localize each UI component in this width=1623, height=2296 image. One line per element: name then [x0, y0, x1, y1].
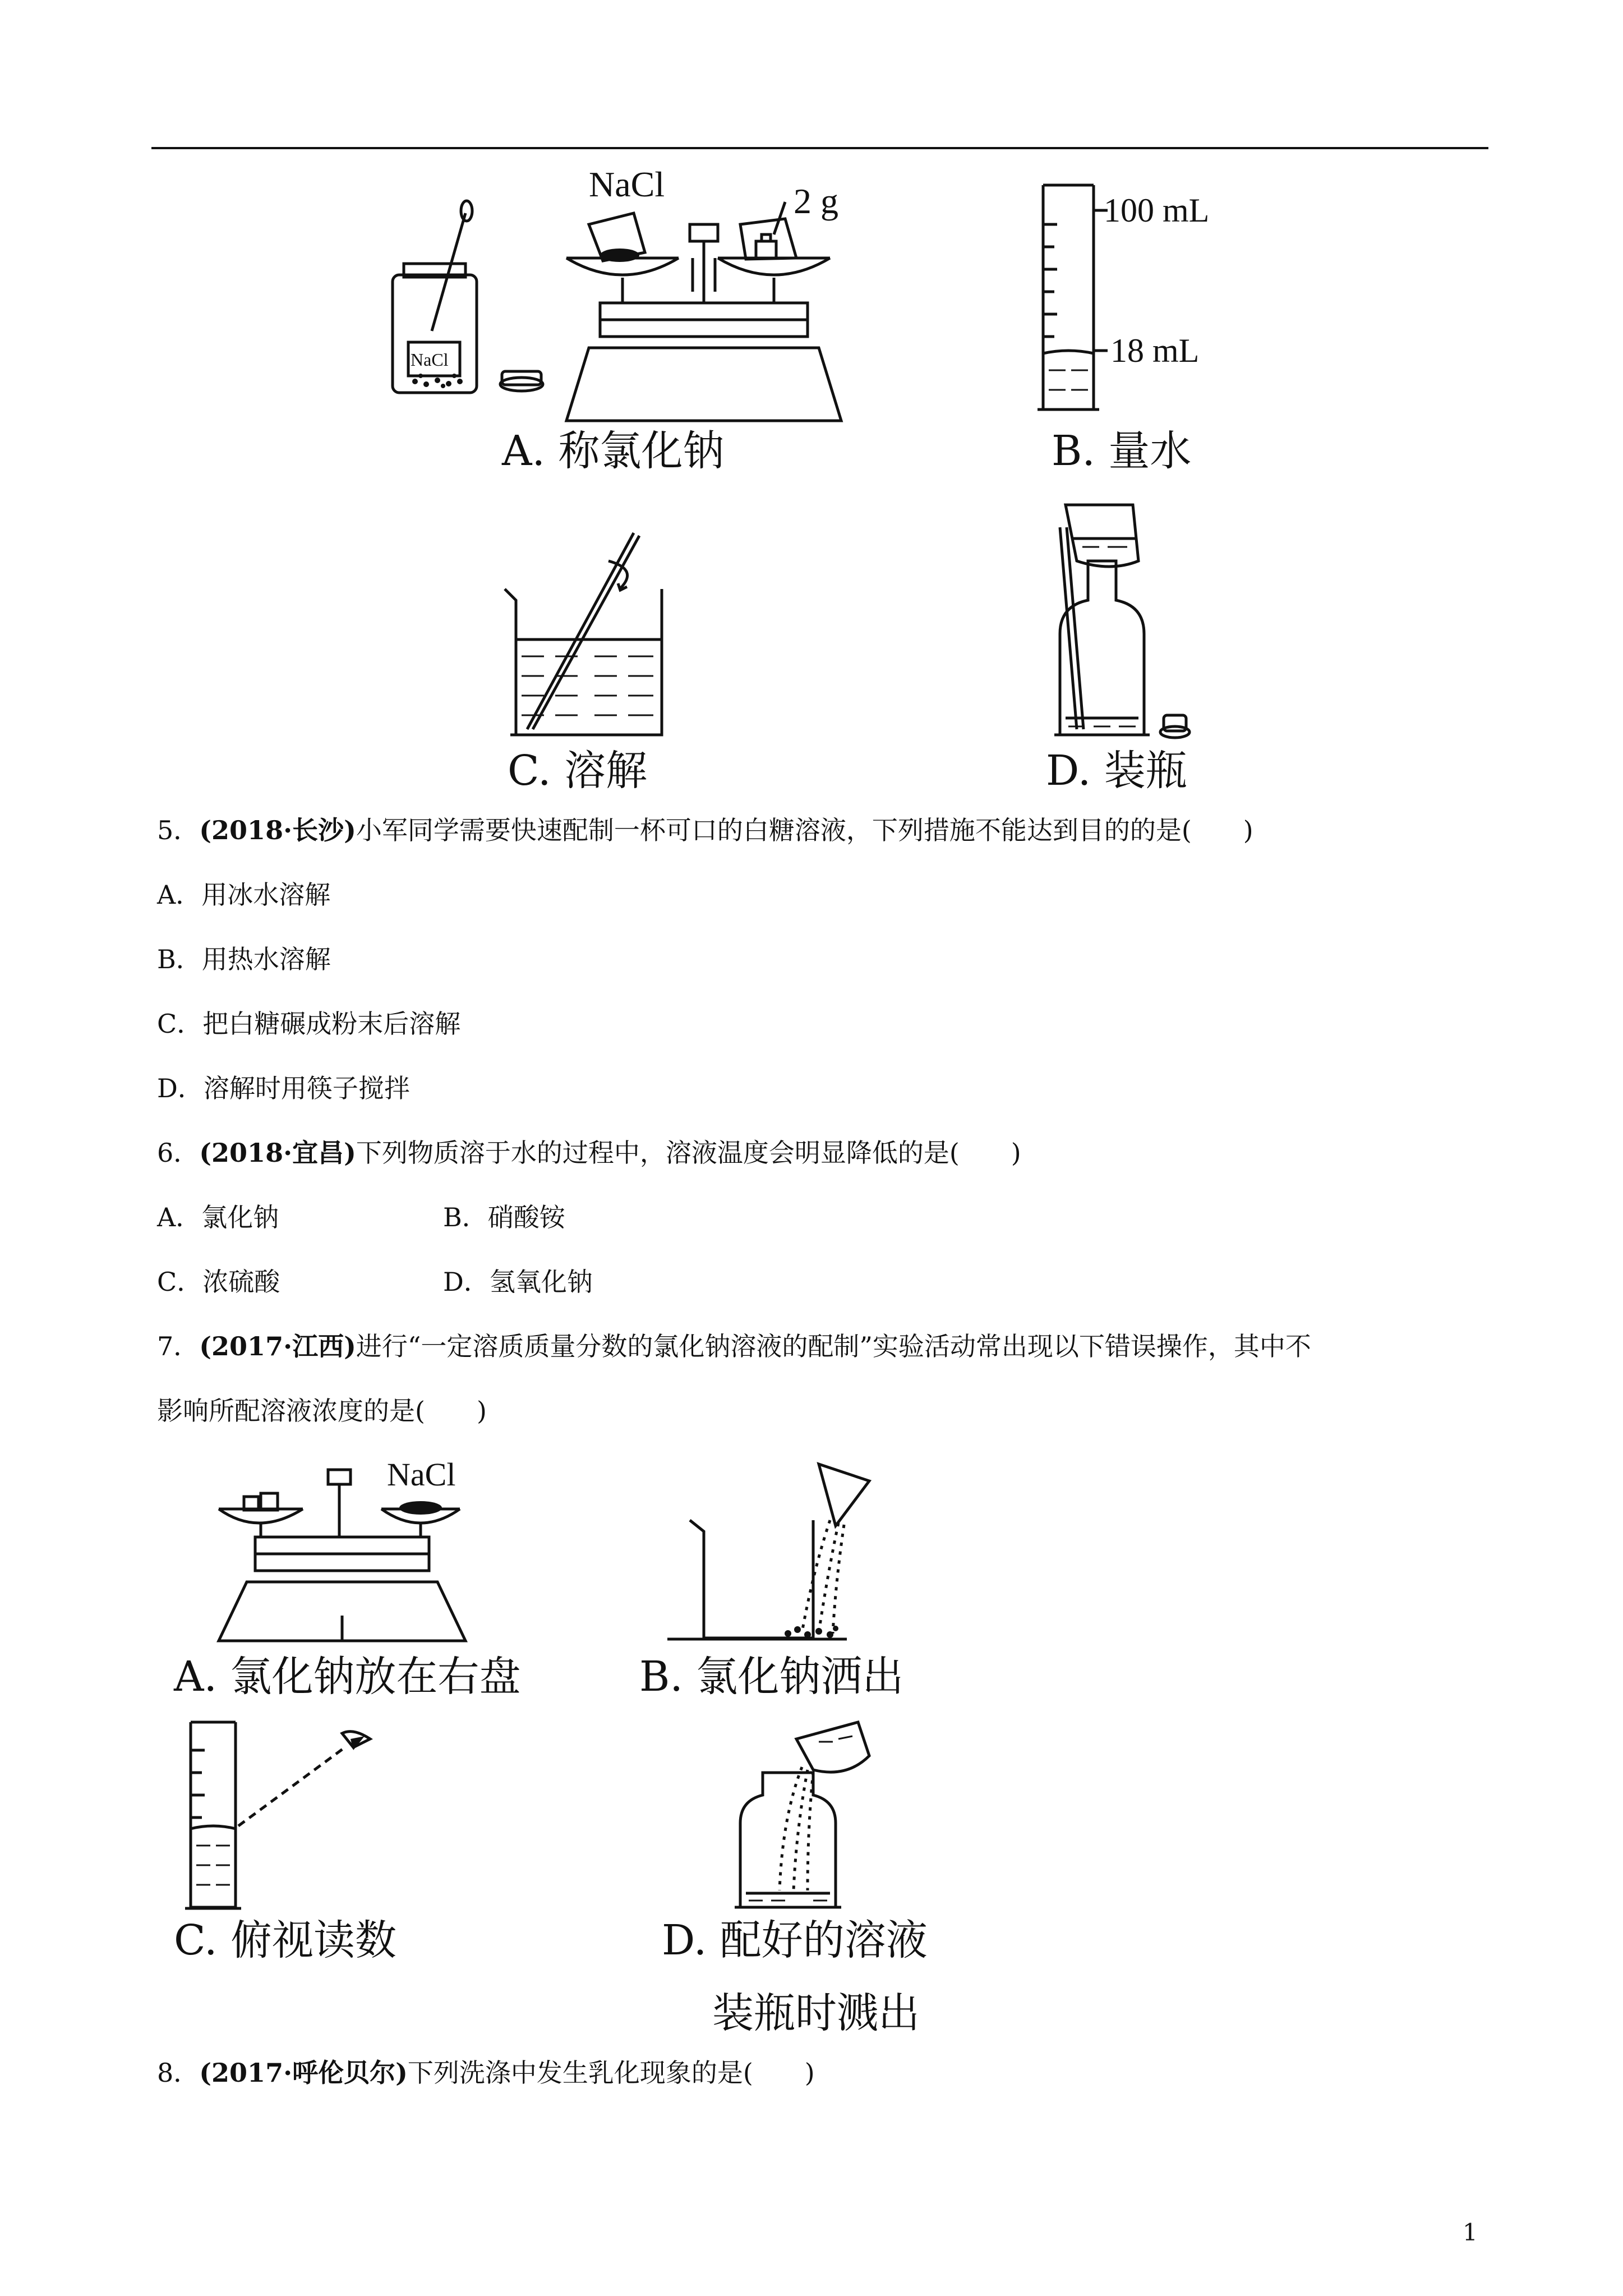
question-7-stem — [157, 1329, 1311, 1363]
figure2-a-nacl-label: NaCl — [387, 1456, 456, 1493]
figure1-c-caption: C. 溶解 — [508, 747, 648, 795]
figure1-a-nacl-label: NaCl — [589, 164, 665, 204]
question-8-number: 8． — [157, 2058, 200, 2088]
figure1-a-caption: A. 称氯化钠 — [502, 427, 725, 475]
question-6-option-b: B．硝酸铵 — [443, 1202, 565, 1232]
question-5-option-d: D．溶解时用筷子搅拌 — [157, 1073, 410, 1103]
question-8-text: 下列洗涤中发生乳化现象的是( ) — [407, 2058, 815, 2088]
figure2-c-reading-diagram — [185, 1717, 398, 1913]
figure2-d-splash-diagram — [729, 1717, 909, 1913]
question-6-number: 6． — [157, 1138, 200, 1168]
figure1-a-bottle-label: NaCl — [411, 349, 449, 370]
page-number: 1 — [1463, 2219, 1478, 2246]
figure2-b-caption: B. 氯化钠洒出 — [639, 1653, 904, 1701]
figure1-d-bottling-diagram — [1043, 494, 1245, 740]
figure1-b-caption: B. 量水 — [1052, 427, 1192, 475]
question-8-stem — [157, 2056, 815, 2090]
question-6-text: 下列物质溶于水的过程中，溶液温度会明显降低的是( ) — [356, 1138, 1021, 1168]
question-8-source: (2017·呼伦贝尔) — [199, 2058, 408, 2088]
figure2-c-caption: C. 俯视读数 — [174, 1916, 397, 1964]
question-6-option-c: C．浓硫酸 — [157, 1267, 280, 1297]
question-7-number: 7． — [157, 1331, 200, 1361]
question-7-text-line2: 影响所配溶液浓度的是( ) — [157, 1396, 487, 1426]
question-5-option-c: C．把白糖碾成粉末后溶解 — [157, 1009, 461, 1039]
question-5-stem — [157, 813, 1253, 847]
figure2-b-spill-diagram — [667, 1458, 925, 1644]
question-6-option-d: D．氢氧化钠 — [443, 1267, 593, 1297]
question-5-source: (2018·长沙) — [199, 815, 356, 845]
figure1-a-weight-label: 2 g — [794, 181, 838, 221]
figure2-a-balance-diagram — [213, 1453, 471, 1649]
question-5-option-b: B．用热水溶解 — [157, 944, 331, 974]
figure2-d-caption-line1: D. 配好的溶液 — [662, 1916, 928, 1964]
figure1-b-cylinder-diagram — [1032, 174, 1267, 421]
question-6-option-a: A．氯化钠 — [157, 1202, 279, 1232]
figure1-b-level-label: 18 mL — [1110, 332, 1200, 369]
figure1-b-top-label: 100 mL — [1104, 192, 1210, 229]
question-7-text-line1: 进行“一定溶质质量分数的氯化钠溶液的配制”实验活动常出现以下错误操作，其中不 — [356, 1331, 1311, 1361]
question-7-source: (2017·江西) — [199, 1331, 356, 1361]
question-5-option-a: A．用冰水溶解 — [157, 880, 331, 910]
question-5-number: 5． — [157, 815, 200, 845]
header-rule — [151, 147, 1488, 149]
figure2-a-caption: A. 氯化钠放在右盘 — [174, 1653, 521, 1701]
question-6-stem — [157, 1136, 1021, 1170]
question-6-source: (2018·宜昌) — [199, 1138, 356, 1168]
figure1-c-dissolve-diagram — [494, 527, 684, 746]
question-5-text: 小军同学需要快速配制一杯可口的白糖溶液，下列措施不能达到目的的是( ) — [356, 815, 1253, 845]
figure1-a-balance-diagram — [381, 163, 875, 432]
figure1-d-caption: D. 装瓶 — [1046, 747, 1187, 795]
figure2-d-caption-line2: 装瓶时溅出 — [712, 1989, 920, 2037]
